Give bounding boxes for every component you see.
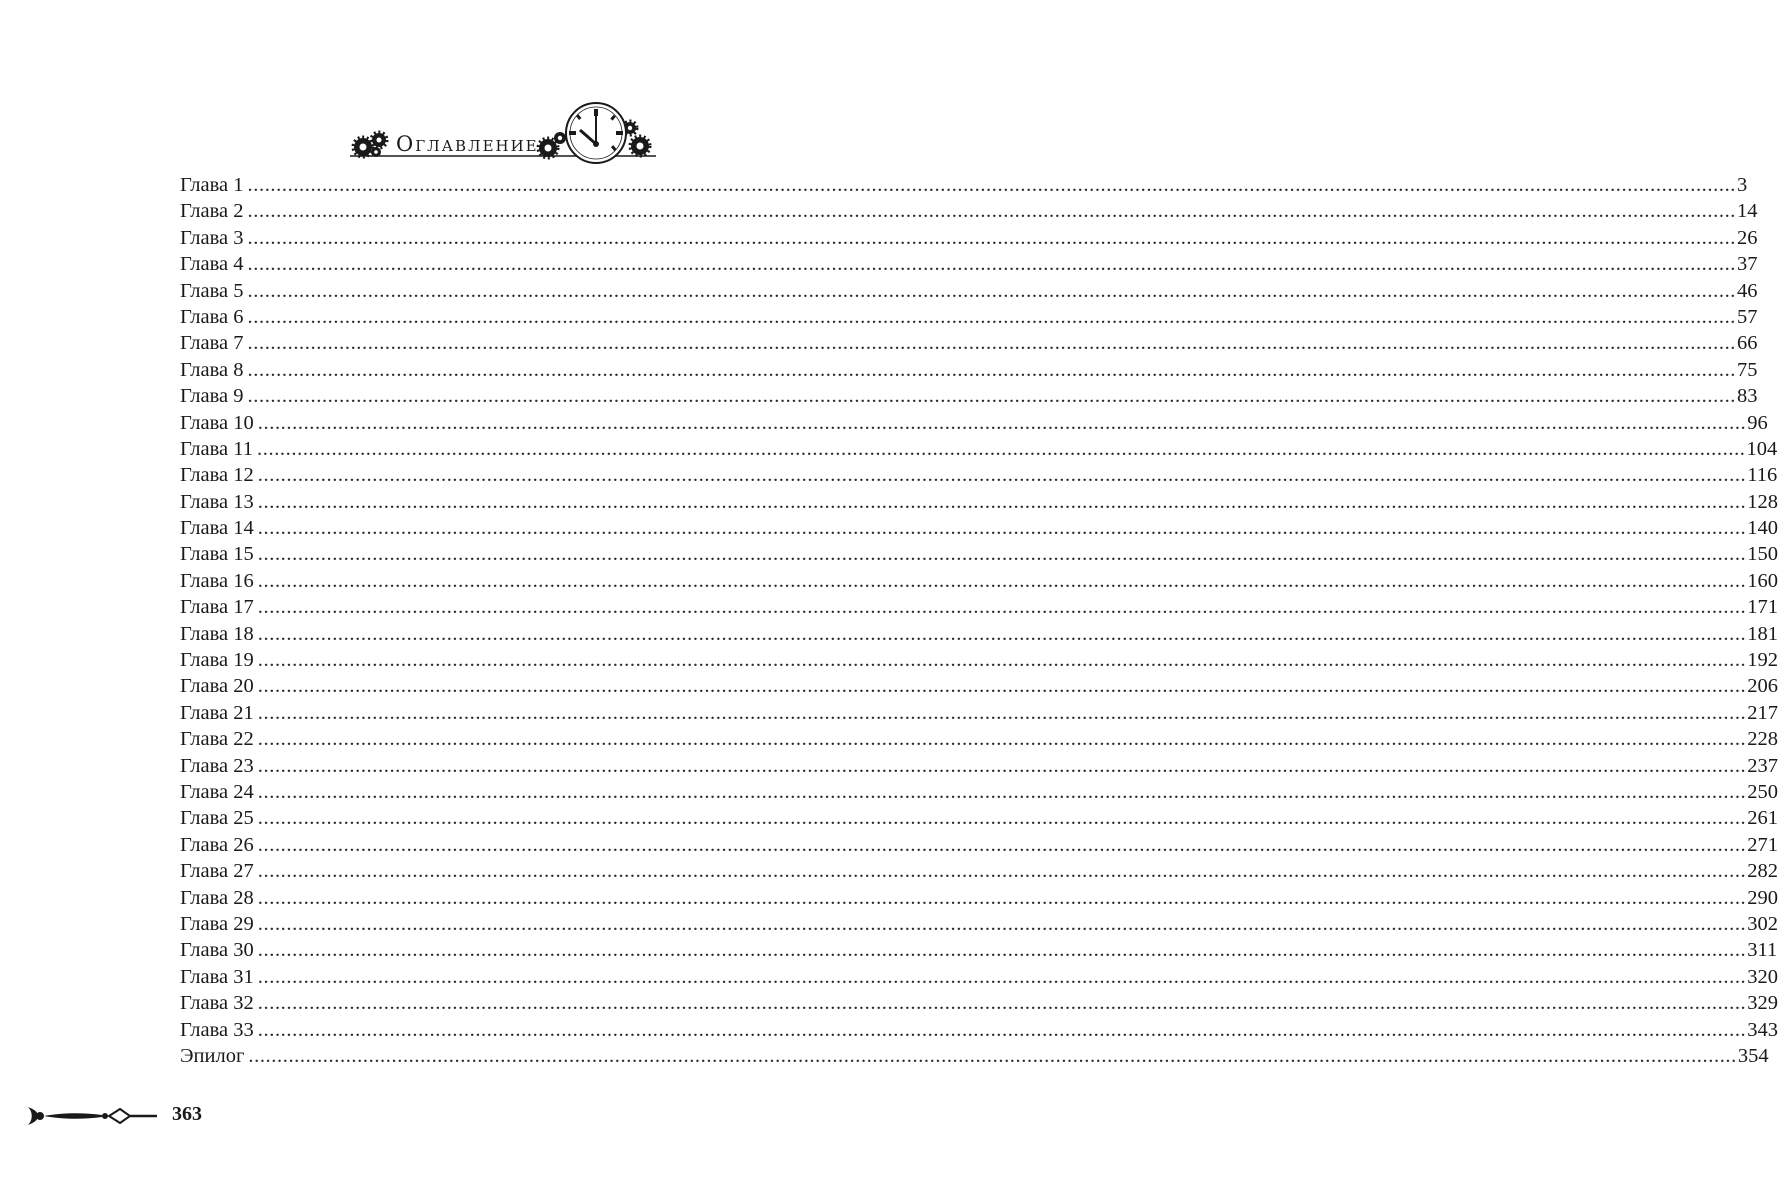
toc-entry-label: Глава 22 [180, 728, 254, 751]
toc-entry-label: Глава 16 [180, 569, 254, 592]
toc-entry-page: 160 [1747, 569, 1778, 592]
toc-entry-page: 57 [1737, 305, 1758, 328]
toc-dot-leader: .................................................................................................................................................................................................................................................................... [257, 992, 1747, 1015]
toc-header [348, 100, 658, 162]
toc-entry-page: 228 [1747, 728, 1778, 751]
toc-entry-page: 140 [1747, 517, 1778, 540]
toc-entry-label: Глава 9 [180, 385, 244, 408]
toc-entry-page: 311 [1747, 939, 1778, 962]
toc-dot-leader: .................................................................................................................................................................................................................................................................... [257, 490, 1747, 513]
toc-entry-page: 181 [1747, 622, 1778, 645]
toc-dot-leader: .................................................................................................................................................................................................................................................................... [247, 200, 1737, 223]
toc-entry-label: Глава 18 [180, 622, 254, 645]
toc-dot-leader: .................................................................................................................................................................................................................................................................... [257, 912, 1747, 935]
toc-dot-leader: .................................................................................................................................................................................................................................................................... [247, 305, 1737, 328]
toc-entry[interactable] [180, 832, 1778, 858]
toc-entry-label: Глава 32 [180, 992, 254, 1015]
toc-dot-leader: .................................................................................................................................................................................................................................................................... [257, 965, 1747, 988]
toc-entry-page: 261 [1747, 807, 1778, 830]
toc-entry-label: Глава 28 [180, 886, 254, 909]
toc-entry-page: 354 [1737, 1044, 1769, 1067]
toc-entry[interactable] [180, 647, 1778, 673]
toc-entry-label: Глава 26 [180, 833, 254, 856]
toc-entry[interactable] [180, 911, 1778, 937]
toc-entry-label: Глава 10 [180, 411, 254, 434]
toc-entry-label: Глава 15 [180, 543, 254, 566]
toc-entry-page: 46 [1737, 279, 1758, 302]
toc-entry-page: 83 [1737, 385, 1758, 408]
toc-entry[interactable] [180, 357, 1758, 383]
toc-entry-page: 302 [1747, 912, 1778, 935]
toc-entry-label: Глава 23 [180, 754, 254, 777]
toc-entry[interactable] [180, 462, 1778, 488]
toc-dot-leader: .................................................................................................................................................................................................................................................................... [257, 675, 1747, 698]
toc-dot-leader: .................................................................................................................................................................................................................................................................... [257, 754, 1747, 777]
toc-entry-page: 96 [1747, 411, 1768, 434]
toc-entry[interactable] [180, 251, 1758, 277]
toc-entry-page: 290 [1747, 886, 1778, 909]
toc-entry-label: Глава 27 [180, 860, 254, 883]
page-number: 363 [172, 1103, 202, 1125]
toc-entry-label: Глава 7 [180, 332, 244, 355]
toc-entry-page: 206 [1747, 675, 1778, 698]
toc-entry-label: Эпилог [180, 1044, 245, 1067]
toc-dot-leader: .................................................................................................................................................................................................................................................................... [247, 358, 1737, 381]
toc-entry[interactable] [180, 383, 1758, 409]
page-title: Оглавление [396, 132, 539, 156]
toc-entry-label: Глава 14 [180, 517, 254, 540]
toc-entry-page: 192 [1747, 649, 1778, 672]
toc-dot-leader: .................................................................................................................................................................................................................................................................... [257, 596, 1747, 619]
toc-entry[interactable] [180, 541, 1778, 567]
toc-entry[interactable] [180, 198, 1758, 224]
toc-entry-page: 329 [1747, 992, 1778, 1015]
toc-entry[interactable] [180, 304, 1758, 330]
toc-dot-leader: .................................................................................................................................................................................................................................................................... [257, 1018, 1747, 1041]
toc-dot-leader: .................................................................................................................................................................................................................................................................... [257, 437, 1746, 460]
toc-entry-page: 3 [1737, 174, 1748, 196]
toc-entry-page: 282 [1747, 860, 1778, 883]
toc-entry[interactable] [180, 436, 1778, 462]
toc-entry-label: Глава 33 [180, 1018, 254, 1041]
toc-dot-leader: .................................................................................................................................................................................................................................................................... [257, 411, 1747, 434]
toc-entry[interactable] [180, 964, 1778, 990]
clock-hand-icon [26, 1104, 158, 1128]
toc-entry-label: Глава 21 [180, 701, 254, 724]
toc-entry-label: Глава 5 [180, 279, 244, 302]
toc-entry-page: 271 [1747, 833, 1778, 856]
toc-dot-leader: .................................................................................................................................................................................................................................................................... [257, 886, 1747, 909]
toc-dot-leader: .................................................................................................................................................................................................................................................................... [247, 385, 1737, 408]
toc-entry-page: 104 [1746, 437, 1778, 460]
toc-dot-leader: .................................................................................................................................................................................................................................................................... [257, 517, 1747, 540]
toc-entry-label: Глава 20 [180, 675, 254, 698]
toc-dot-leader: .................................................................................................................................................................................................................................................................... [247, 226, 1737, 249]
toc-entry-page: 66 [1737, 332, 1758, 355]
toc-entry[interactable] [180, 753, 1778, 779]
toc-entry[interactable] [180, 568, 1778, 594]
toc-entry[interactable] [180, 489, 1778, 515]
toc-entry-label: Глава 17 [180, 596, 254, 619]
toc-dot-leader: .................................................................................................................................................................................................................................................................... [257, 569, 1747, 592]
toc-dot-leader: .................................................................................................................................................................................................................................................................... [257, 649, 1747, 672]
toc-entry[interactable] [180, 700, 1778, 726]
toc-entry[interactable] [180, 172, 1748, 198]
toc-entry-label: Глава 1 [180, 174, 244, 196]
toc-entry-page: 75 [1737, 358, 1758, 381]
toc-entry-label: Глава 19 [180, 649, 254, 672]
toc-entry-label: Глава 24 [180, 780, 254, 803]
toc-entry-label: Глава 11 [180, 437, 254, 460]
toc-entry[interactable] [180, 225, 1758, 251]
toc-dot-leader: .................................................................................................................................................................................................................................................................... [247, 279, 1737, 302]
toc-dot-leader: .................................................................................................................................................................................................................................................................... [257, 780, 1747, 803]
toc-dot-leader: .................................................................................................................................................................................................................................................................... [247, 332, 1737, 355]
toc-entry[interactable] [180, 885, 1778, 911]
toc-entry-page: 150 [1747, 543, 1778, 566]
toc-entry[interactable] [180, 726, 1778, 752]
toc-entry[interactable] [180, 1017, 1778, 1043]
toc-entry-page: 26 [1737, 226, 1758, 249]
toc-entry-page: 320 [1747, 965, 1778, 988]
toc-entry[interactable] [180, 990, 1778, 1016]
toc-entry[interactable] [180, 673, 1778, 699]
toc-dot-leader: .................................................................................................................................................................................................................................................................... [247, 253, 1737, 276]
toc-entry[interactable] [180, 621, 1778, 647]
toc-entry-label: Глава 31 [180, 965, 254, 988]
toc-entry-label: Глава 2 [180, 200, 244, 223]
toc-dot-leader: .................................................................................................................................................................................................................................................................... [247, 174, 1737, 196]
toc-entry[interactable] [180, 330, 1758, 356]
toc-entry[interactable] [180, 937, 1778, 963]
toc-dot-leader: .................................................................................................................................................................................................................................................................... [257, 833, 1747, 856]
toc-entry-label: Глава 12 [180, 464, 254, 487]
toc-dot-leader: .................................................................................................................................................................................................................................................................... [257, 860, 1747, 883]
toc-entry[interactable] [180, 779, 1778, 805]
toc-dot-leader: .................................................................................................................................................................................................................................................................... [257, 728, 1747, 751]
toc-entry-page: 116 [1747, 464, 1778, 487]
toc-entry[interactable] [180, 278, 1758, 304]
toc-entry-label: Глава 6 [180, 305, 244, 328]
table-of-contents [180, 172, 1778, 1069]
toc-entry-label: Глава 4 [180, 253, 244, 276]
toc-entry[interactable] [180, 410, 1768, 436]
toc-entry-page: 37 [1737, 253, 1758, 276]
toc-entry-label: Глава 29 [180, 912, 254, 935]
toc-entry[interactable] [180, 594, 1778, 620]
toc-entry-page: 128 [1747, 490, 1778, 513]
toc-entry-page: 250 [1747, 780, 1778, 803]
toc-entry-page: 343 [1747, 1018, 1778, 1041]
toc-dot-leader: .................................................................................................................................................................................................................................................................... [257, 622, 1747, 645]
toc-dot-leader: .................................................................................................................................................................................................................................................................... [257, 464, 1747, 487]
toc-entry-label: Глава 30 [180, 939, 254, 962]
toc-entry-page: 217 [1747, 701, 1778, 724]
toc-entry-page: 237 [1747, 754, 1778, 777]
toc-dot-leader: .................................................................................................................................................................................................................................................................... [257, 939, 1747, 962]
toc-dot-leader: .................................................................................................................................................................................................................................................................... [257, 807, 1747, 830]
toc-entry-label: Глава 8 [180, 358, 244, 381]
toc-entry-page: 171 [1747, 596, 1778, 619]
toc-entry[interactable] [180, 805, 1778, 831]
toc-entry-label: Глава 25 [180, 807, 254, 830]
toc-entry[interactable] [180, 858, 1778, 884]
toc-entry[interactable] [180, 1043, 1769, 1069]
toc-dot-leader: .................................................................................................................................................................................................................................................................... [257, 701, 1747, 724]
toc-entry-page: 14 [1737, 200, 1758, 223]
toc-entry-label: Глава 13 [180, 490, 254, 513]
toc-entry-label: Глава 3 [180, 226, 244, 249]
toc-dot-leader: .................................................................................................................................................................................................................................................................... [257, 543, 1747, 566]
toc-dot-leader: .................................................................................................................................................................................................................................................................... [248, 1044, 1737, 1067]
toc-entry[interactable] [180, 515, 1778, 541]
